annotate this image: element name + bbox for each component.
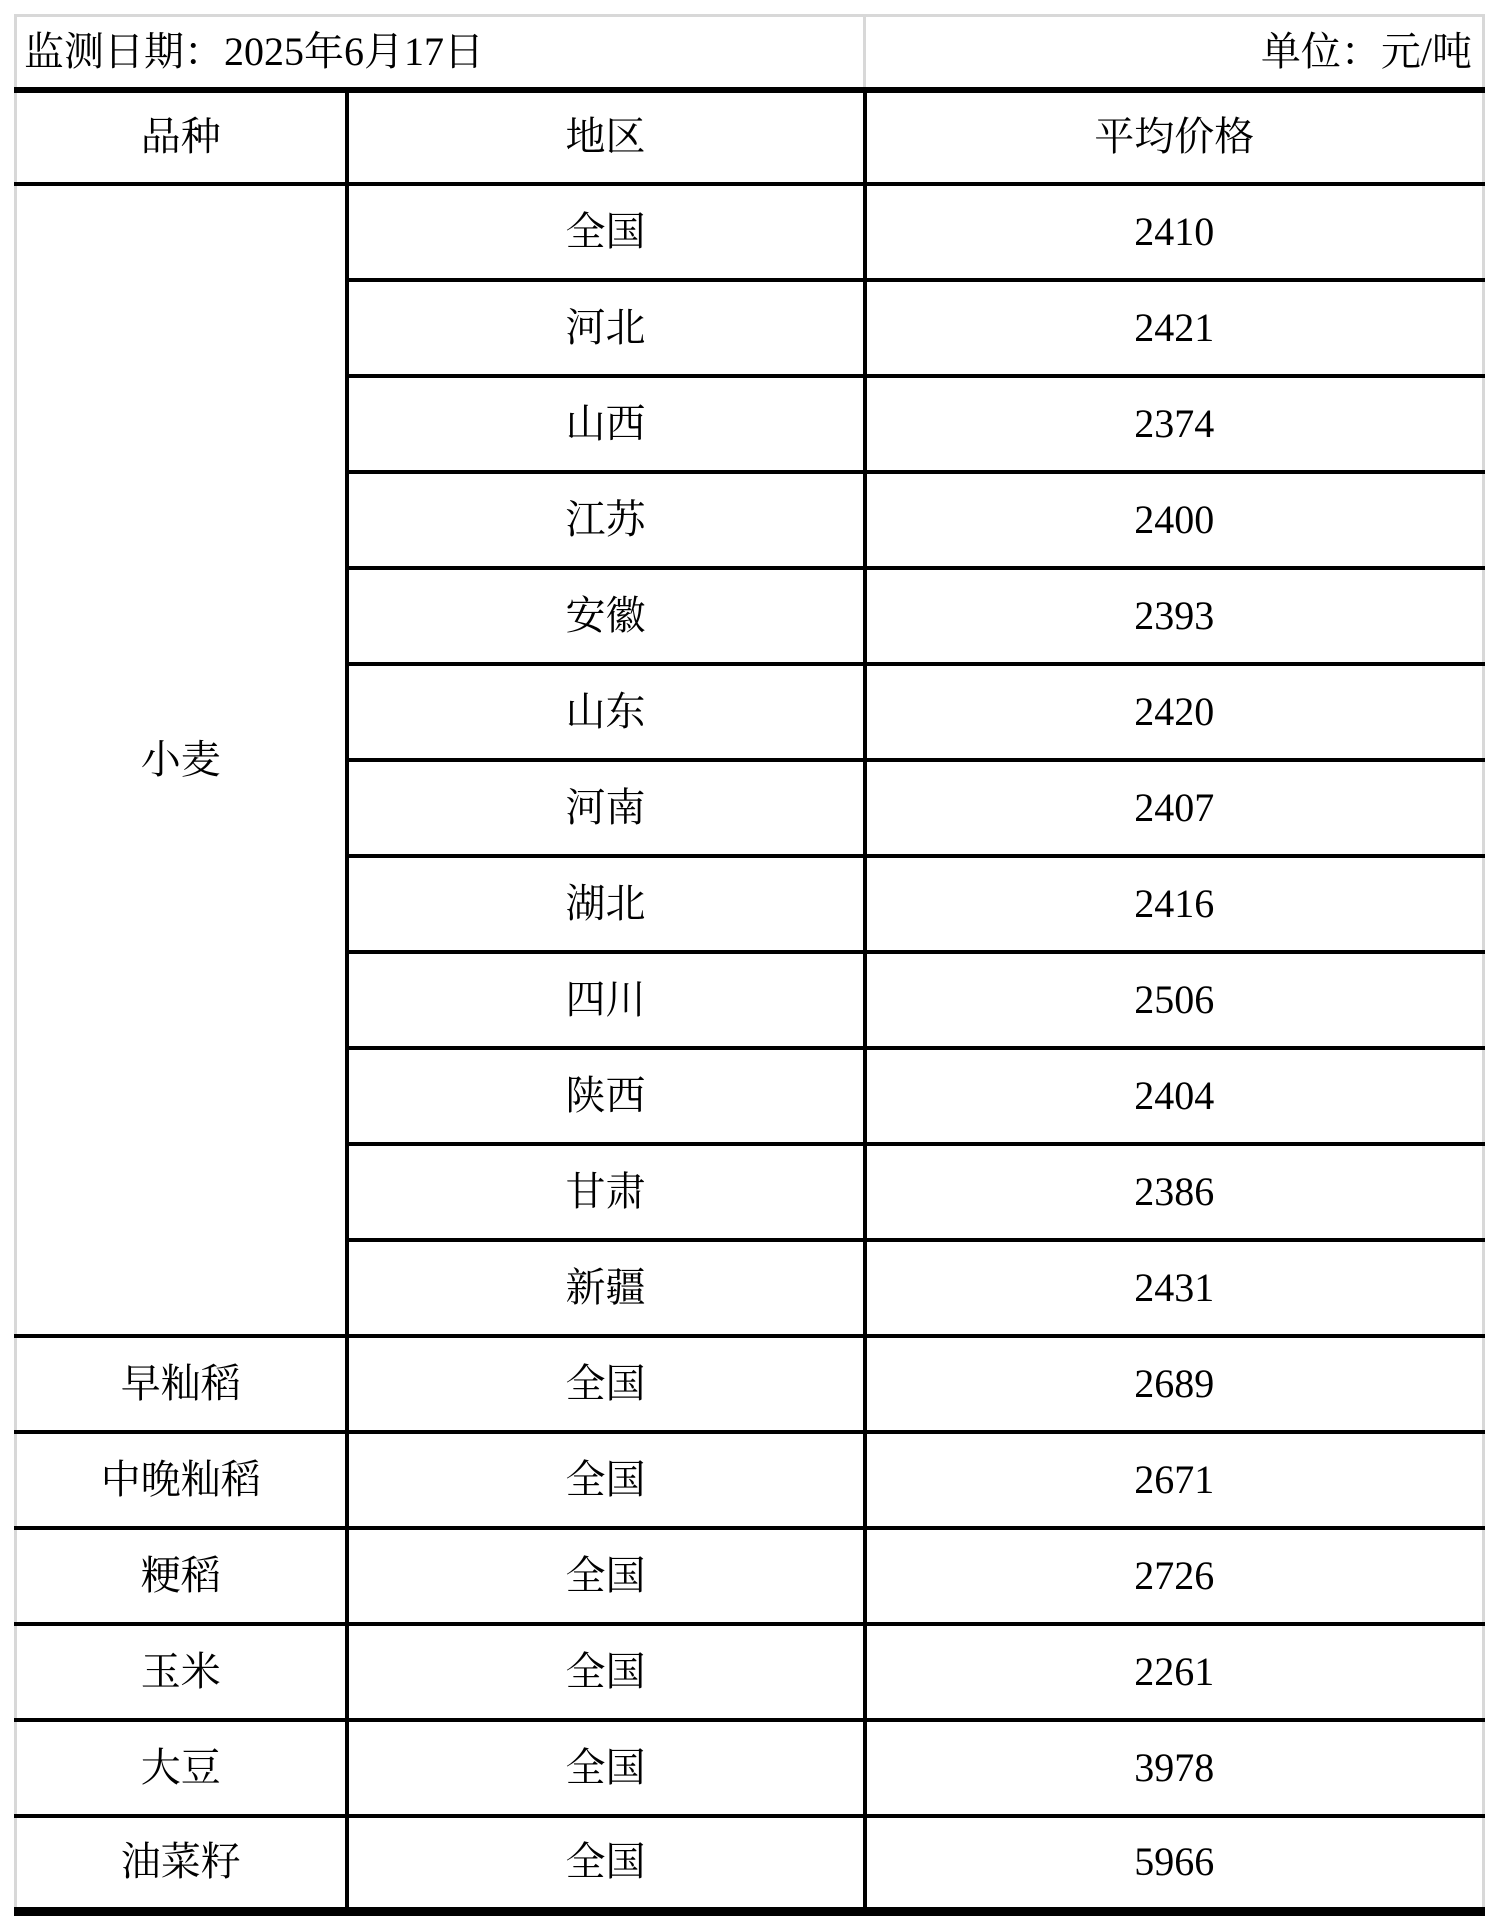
price-cell: 2421 bbox=[865, 280, 1484, 376]
price-cell: 2410 bbox=[865, 184, 1484, 280]
variety-cell: 粳稻 bbox=[16, 1528, 347, 1624]
price-cell: 2374 bbox=[865, 376, 1484, 472]
variety-cell: 玉米 bbox=[16, 1624, 347, 1720]
region-cell: 全国 bbox=[347, 1528, 865, 1624]
price-cell: 2689 bbox=[865, 1336, 1484, 1432]
variety-cell: 中晚籼稻 bbox=[16, 1432, 347, 1528]
variety-cell: 油菜籽 bbox=[16, 1816, 347, 1912]
variety-cell-wheat: 小麦 bbox=[16, 184, 347, 1336]
region-cell: 四川 bbox=[347, 952, 865, 1048]
table-row-japonica-rice bbox=[16, 1528, 1484, 1624]
price-cell: 2416 bbox=[865, 856, 1484, 952]
col-header-region: 地区 bbox=[347, 90, 865, 184]
price-cell: 2261 bbox=[865, 1624, 1484, 1720]
region-cell: 新疆 bbox=[347, 1240, 865, 1336]
price-bulletin-sheet bbox=[14, 14, 1482, 1916]
region-cell: 江苏 bbox=[347, 472, 865, 568]
region-cell: 全国 bbox=[347, 184, 865, 280]
price-cell: 2400 bbox=[865, 472, 1484, 568]
region-cell: 全国 bbox=[347, 1432, 865, 1528]
price-cell: 2393 bbox=[865, 568, 1484, 664]
region-cell: 河南 bbox=[347, 760, 865, 856]
table-row-wheat-national bbox=[16, 184, 1484, 280]
table-row-corn bbox=[16, 1624, 1484, 1720]
region-cell: 陕西 bbox=[347, 1048, 865, 1144]
region-cell: 全国 bbox=[347, 1336, 865, 1432]
region-cell: 全国 bbox=[347, 1816, 865, 1912]
region-cell: 山东 bbox=[347, 664, 865, 760]
price-cell: 2726 bbox=[865, 1528, 1484, 1624]
price-cell: 2506 bbox=[865, 952, 1484, 1048]
table-row-mid-late-indica-rice bbox=[16, 1432, 1484, 1528]
price-cell: 2404 bbox=[865, 1048, 1484, 1144]
region-cell: 安徽 bbox=[347, 568, 865, 664]
grain-price-table bbox=[14, 14, 1485, 1916]
table-row-soybean bbox=[16, 1720, 1484, 1816]
price-cell: 2671 bbox=[865, 1432, 1484, 1528]
meta-row bbox=[16, 16, 1484, 90]
region-cell: 山西 bbox=[347, 376, 865, 472]
unit-label: 单位：元/吨 bbox=[865, 16, 1484, 90]
region-cell: 湖北 bbox=[347, 856, 865, 952]
col-header-avg-price: 平均价格 bbox=[865, 90, 1484, 184]
region-cell: 全国 bbox=[347, 1624, 865, 1720]
price-cell: 2431 bbox=[865, 1240, 1484, 1336]
monitor-date-label: 监测日期：2025年6月17日 bbox=[16, 16, 865, 90]
column-header-row bbox=[16, 90, 1484, 184]
variety-cell: 早籼稻 bbox=[16, 1336, 347, 1432]
price-cell: 2386 bbox=[865, 1144, 1484, 1240]
region-cell: 全国 bbox=[347, 1720, 865, 1816]
variety-cell: 大豆 bbox=[16, 1720, 347, 1816]
table-row-early-indica-rice bbox=[16, 1336, 1484, 1432]
col-header-variety: 品种 bbox=[16, 90, 347, 184]
region-cell: 河北 bbox=[347, 280, 865, 376]
table-row-rapeseed bbox=[16, 1816, 1484, 1912]
price-cell: 5966 bbox=[865, 1816, 1484, 1912]
price-cell: 3978 bbox=[865, 1720, 1484, 1816]
price-cell: 2420 bbox=[865, 664, 1484, 760]
price-cell: 2407 bbox=[865, 760, 1484, 856]
region-cell: 甘肃 bbox=[347, 1144, 865, 1240]
